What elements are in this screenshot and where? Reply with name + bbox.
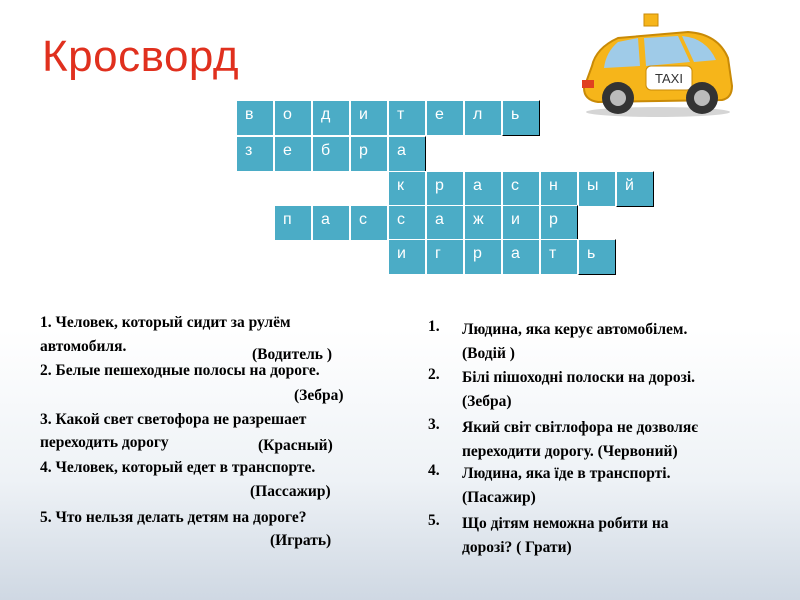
clue-ru-1: 1. Человек, который сидит за рулём [40, 314, 291, 331]
crossword-cell: ь [578, 239, 616, 275]
clue-line: (Пасажир) [462, 489, 536, 506]
clue-number: 4. [428, 462, 440, 479]
crossword-cell: е [274, 136, 312, 172]
clue-line: Людина, яка керує автомобілем. [462, 321, 688, 338]
page-title: Кросворд [42, 32, 240, 81]
clue-ru-3-answer: (Красный) [258, 437, 333, 454]
crossword-cell: а [388, 136, 426, 172]
crossword-cell: р [540, 205, 578, 241]
crossword-cell: т [540, 239, 578, 275]
clue-line: дорозі? ( Грати) [462, 539, 572, 556]
clue-line: Який світ світлофора не дозволяє [462, 419, 698, 436]
clue-line: переходити дорогу. (Червоний) [462, 443, 678, 460]
crossword-cell: с [388, 205, 426, 241]
clue-line: (Водій ) [462, 345, 515, 362]
crossword-cell: р [350, 136, 388, 172]
clue-ru-3: 3. Какой свет светофора не разрешает [40, 411, 307, 428]
crossword-cell: и [350, 100, 388, 136]
clue-ru-4-answer: (Пассажир) [250, 483, 331, 500]
crossword-cell: а [426, 205, 464, 241]
crossword-cell: р [464, 239, 502, 275]
crossword-cell: о [274, 100, 312, 136]
crossword-cell: л [464, 100, 502, 136]
crossword-cell: а [312, 205, 350, 241]
clue-ru-4: 4. Человек, который едет в транспорте. [40, 459, 316, 476]
crossword-cell: ы [578, 171, 616, 207]
clue-line: (Зебра) [462, 393, 512, 410]
clue-line: Білі пішоходні полоски на дорозі. [462, 369, 695, 386]
crossword-cell: б [312, 136, 350, 172]
crossword-cell: а [502, 239, 540, 275]
crossword-cell: к [388, 171, 426, 207]
clue-line: Людина, яка їде в транспорті. [462, 465, 671, 482]
crossword-cell: й [616, 171, 654, 207]
crossword-cell: а [464, 171, 502, 207]
clue-ru-1-cont: автомобиля. [40, 338, 127, 355]
taxi-sign: TAXI [655, 71, 683, 86]
clue-line: Що дітям неможна робити на [462, 515, 669, 532]
crossword-cell: г [426, 239, 464, 275]
clue-ru-5-answer: (Играть) [270, 532, 332, 549]
crossword-cell: д [312, 100, 350, 136]
crossword-cell: и [502, 205, 540, 241]
clue-ru-5: 5. Что нельзя делать детям на дороге? [40, 509, 307, 526]
crossword-cell: е [426, 100, 464, 136]
clue-ru-1-answer: (Водитель ) [252, 346, 332, 363]
crossword-cell: с [502, 171, 540, 207]
crossword-cell: и [388, 239, 426, 275]
clue-ru-2-answer: (Зебра) [294, 387, 344, 404]
clue-ru-3-cont: переходить дорогу [40, 434, 169, 451]
crossword-cell: з [236, 136, 274, 172]
clue-number: 2. [428, 366, 440, 383]
crossword-cell: п [274, 205, 312, 241]
clue-number: 1. [428, 318, 440, 335]
crossword-cell: ь [502, 100, 540, 136]
clue-ru-2: 2. Белые пешеходные полосы на дороге. [40, 362, 320, 379]
crossword-cell: в [236, 100, 274, 136]
clue-number: 3. [428, 416, 440, 433]
clue-number: 5. [428, 512, 440, 529]
crossword-cell: р [426, 171, 464, 207]
crossword-cell: с [350, 205, 388, 241]
crossword-cell: н [540, 171, 578, 207]
crossword-cell: ж [464, 205, 502, 241]
crossword-cell: т [388, 100, 426, 136]
